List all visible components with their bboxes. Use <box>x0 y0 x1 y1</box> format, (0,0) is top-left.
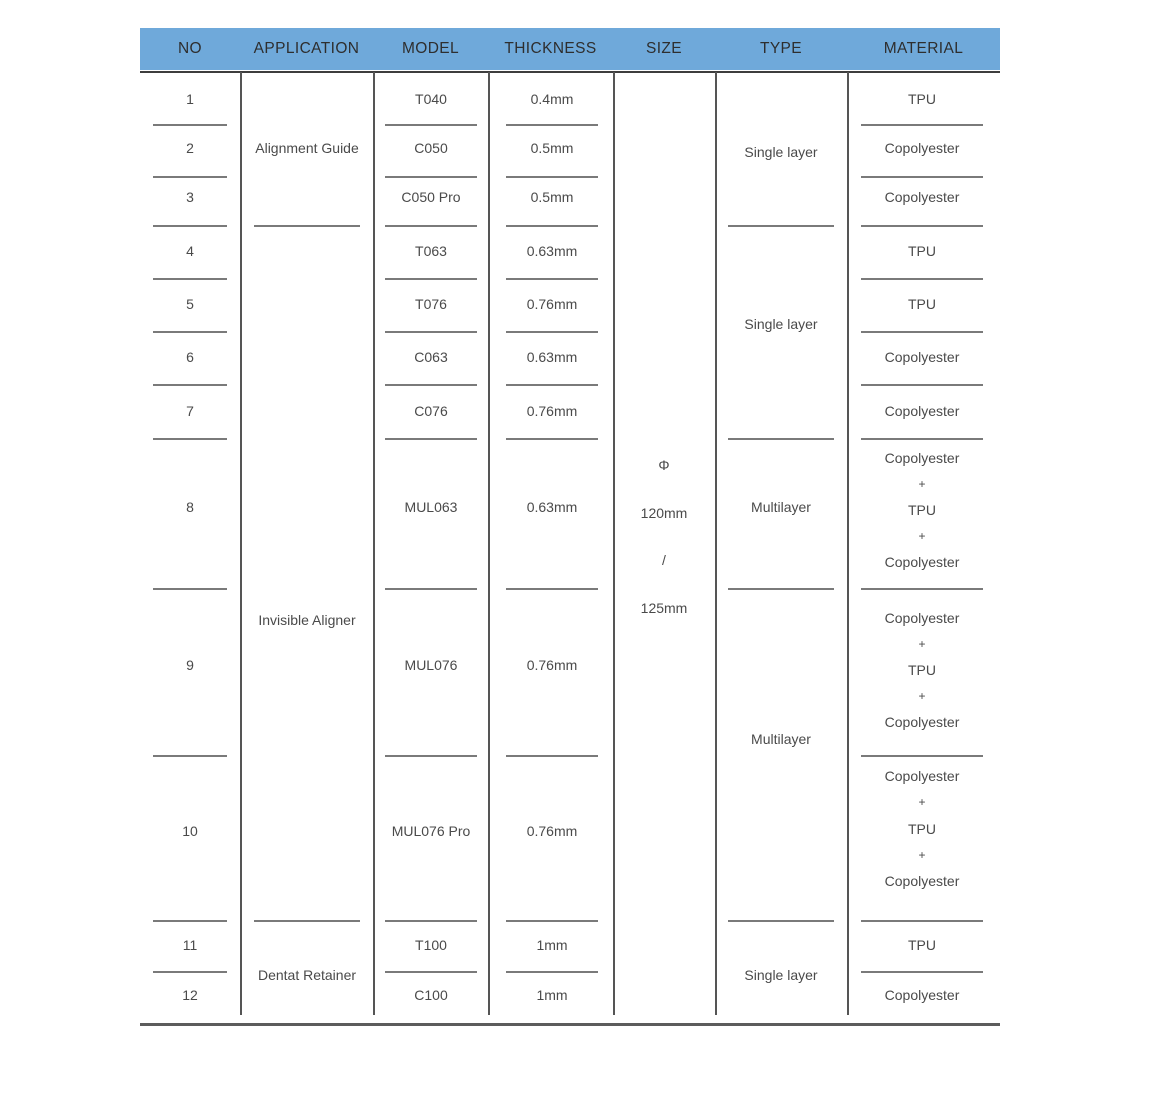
cell-material-layer: Copolyester <box>884 610 960 626</box>
cell-material-plus: + <box>918 477 926 491</box>
header-divider <box>140 71 1000 73</box>
row-divider <box>506 920 598 922</box>
cell-no: 11 <box>182 937 198 953</box>
cell-material: TPU <box>908 91 936 107</box>
column-divider <box>847 72 849 1015</box>
cell-material-plus: + <box>918 848 926 862</box>
cell-type: Single layer <box>744 316 818 332</box>
column-divider <box>240 72 242 1015</box>
row-divider <box>506 438 598 440</box>
cell-application: Alignment Guide <box>255 140 359 156</box>
cell-model: T040 <box>415 91 447 107</box>
cell-model: C063 <box>414 349 448 365</box>
cell-size-phi: Φ <box>658 457 670 473</box>
cell-no: 7 <box>186 403 194 419</box>
row-divider <box>385 920 477 922</box>
column-header-no: NO <box>177 40 203 57</box>
row-divider <box>861 920 983 922</box>
row-divider <box>385 225 477 227</box>
row-divider <box>861 755 983 757</box>
row-divider <box>506 331 598 333</box>
cell-model: MUL076 <box>404 657 458 673</box>
row-divider <box>506 588 598 590</box>
cell-material-layer: TPU <box>908 502 936 518</box>
row-divider <box>861 438 983 440</box>
row-divider <box>153 438 227 440</box>
row-divider <box>506 225 598 227</box>
row-divider <box>153 278 227 280</box>
cell-no: 12 <box>182 987 198 1003</box>
row-divider <box>385 588 477 590</box>
cell-material-plus: + <box>918 795 926 809</box>
row-divider <box>385 124 477 126</box>
cell-thickness: 0.4mm <box>530 91 574 107</box>
row-divider <box>385 971 477 973</box>
row-divider <box>861 176 983 178</box>
row-divider <box>506 278 598 280</box>
cell-type: Single layer <box>744 144 818 160</box>
row-divider <box>153 755 227 757</box>
column-divider <box>488 72 490 1015</box>
row-divider <box>506 124 598 126</box>
cell-size-diameter: 125mm <box>640 600 688 616</box>
cell-material: Copolyester <box>884 349 960 365</box>
cell-model: MUL063 <box>404 499 458 515</box>
row-divider <box>506 755 598 757</box>
cell-no: 10 <box>182 823 198 839</box>
cell-model: T063 <box>415 243 447 259</box>
column-header-model: MODEL <box>401 40 460 57</box>
cell-material: TPU <box>908 937 936 953</box>
cell-material: Copolyester <box>884 403 960 419</box>
cell-material-layer: TPU <box>908 821 936 837</box>
cell-application: Dentat Retainer <box>257 967 357 983</box>
row-divider <box>728 920 834 922</box>
cell-no: 9 <box>186 657 194 673</box>
cell-material: Copolyester <box>884 987 960 1003</box>
cell-no: 6 <box>186 349 194 365</box>
cell-thickness: 0.5mm <box>530 140 574 156</box>
cell-model: T076 <box>415 296 447 312</box>
cell-material-layer: Copolyester <box>884 873 960 889</box>
cell-model: C076 <box>414 403 448 419</box>
cell-application: Invisible Aligner <box>258 612 356 628</box>
row-divider <box>153 176 227 178</box>
cell-type: Multilayer <box>751 731 811 747</box>
column-divider <box>373 72 375 1015</box>
row-divider <box>153 920 227 922</box>
row-divider <box>385 176 477 178</box>
cell-material-layer: Copolyester <box>884 554 960 570</box>
row-divider <box>861 225 983 227</box>
row-divider <box>861 588 983 590</box>
table-bottom-border <box>140 1023 1000 1026</box>
cell-no: 8 <box>186 499 194 515</box>
row-divider <box>728 588 834 590</box>
cell-type: Multilayer <box>751 499 811 515</box>
cell-thickness: 0.63mm <box>526 349 578 365</box>
cell-material-plus: + <box>918 529 926 543</box>
cell-no: 4 <box>186 243 194 259</box>
column-header-size: SIZE <box>645 40 683 57</box>
row-divider <box>153 225 227 227</box>
row-divider <box>153 971 227 973</box>
column-header-application: APPLICATION <box>253 40 360 57</box>
cell-no: 1 <box>186 91 194 107</box>
column-header-thickness: THICKNESS <box>504 40 597 57</box>
cell-no: 2 <box>186 140 194 156</box>
row-divider <box>153 331 227 333</box>
cell-material-plus: + <box>918 689 926 703</box>
cell-material-layer: Copolyester <box>884 768 960 784</box>
table-header-row <box>140 28 1000 70</box>
row-divider <box>385 438 477 440</box>
cell-size-diameter: 120mm <box>640 505 688 521</box>
cell-model: MUL076 Pro <box>391 823 471 839</box>
row-divider <box>254 225 360 227</box>
cell-no: 5 <box>186 296 194 312</box>
column-divider <box>715 72 717 1015</box>
cell-thickness: 0.76mm <box>526 657 578 673</box>
cell-material: Copolyester <box>884 140 960 156</box>
row-divider <box>385 331 477 333</box>
row-divider <box>153 384 227 386</box>
cell-material-plus: + <box>918 637 926 651</box>
row-divider <box>385 755 477 757</box>
row-divider <box>385 384 477 386</box>
cell-material-layer: TPU <box>908 662 936 678</box>
cell-material-layer: Copolyester <box>884 714 960 730</box>
cell-thickness: 0.63mm <box>526 499 578 515</box>
cell-thickness: 0.76mm <box>526 403 578 419</box>
row-divider <box>385 278 477 280</box>
row-divider <box>506 971 598 973</box>
cell-material: TPU <box>908 296 936 312</box>
row-divider <box>153 588 227 590</box>
row-divider <box>861 124 983 126</box>
row-divider <box>861 971 983 973</box>
column-header-material: MATERIAL <box>883 40 964 57</box>
cell-model: C100 <box>414 987 448 1003</box>
row-divider <box>153 124 227 126</box>
cell-material: TPU <box>908 243 936 259</box>
row-divider <box>861 331 983 333</box>
row-divider <box>254 920 360 922</box>
cell-thickness: 1mm <box>536 987 568 1003</box>
cell-thickness: 0.63mm <box>526 243 578 259</box>
row-divider <box>506 176 598 178</box>
row-divider <box>861 278 983 280</box>
cell-thickness: 0.5mm <box>530 189 574 205</box>
cell-thickness: 0.76mm <box>526 823 578 839</box>
cell-no: 3 <box>186 189 194 205</box>
column-divider <box>613 72 615 1015</box>
cell-material: Copolyester <box>884 189 960 205</box>
cell-model: T100 <box>415 937 447 953</box>
cell-thickness: 1mm <box>536 937 568 953</box>
cell-material-layer: Copolyester <box>884 450 960 466</box>
cell-thickness: 0.76mm <box>526 296 578 312</box>
row-divider <box>728 438 834 440</box>
cell-type: Single layer <box>744 967 818 983</box>
row-divider <box>861 384 983 386</box>
cell-model: C050 Pro <box>401 189 461 205</box>
cell-size-slash: / <box>662 552 666 568</box>
cell-model: C050 <box>414 140 448 156</box>
row-divider <box>728 225 834 227</box>
column-header-type: TYPE <box>759 40 803 57</box>
row-divider <box>506 384 598 386</box>
